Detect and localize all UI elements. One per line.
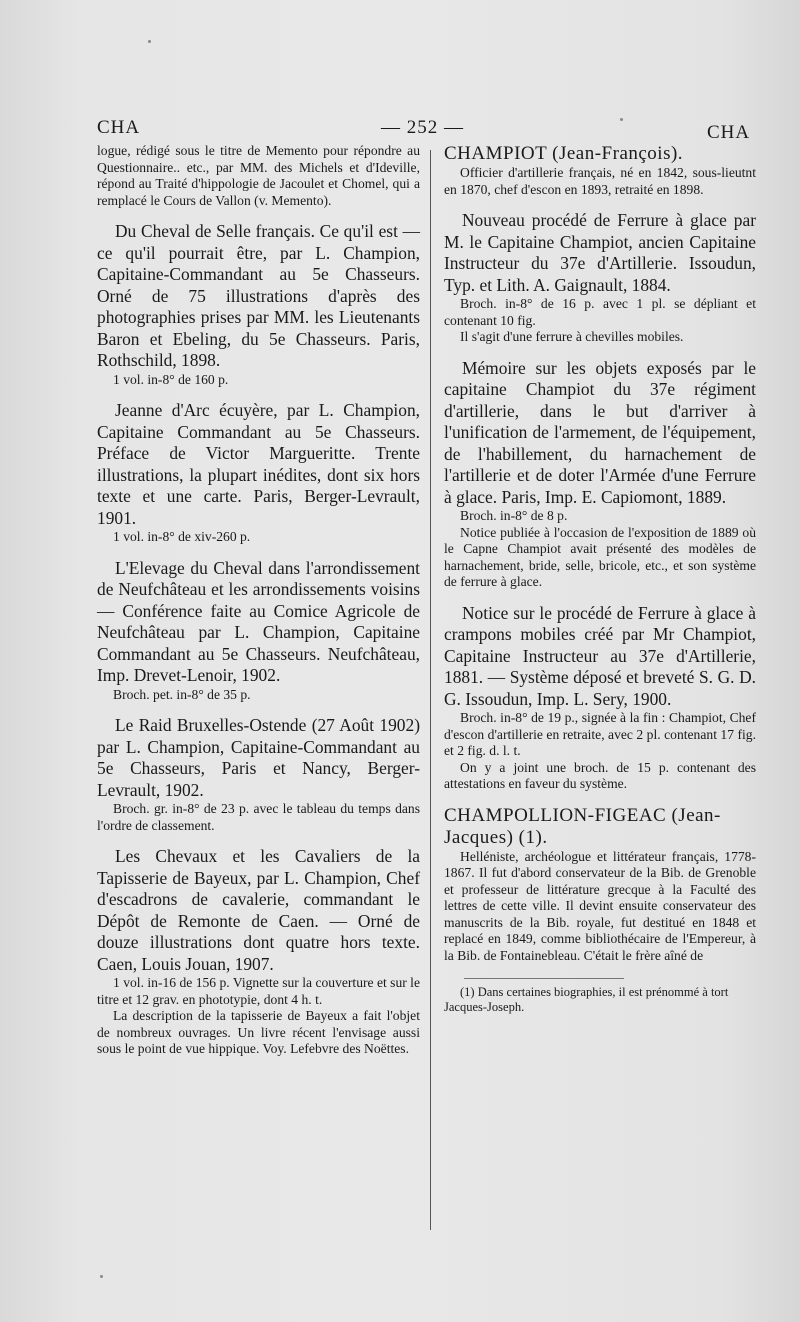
entry-format: Broch. in-8° de 8 p. (460, 508, 568, 523)
author-champiot (444, 143, 756, 198)
entry-format: Broch. in-8° de 19 p., signée à la fin : Champiot, Chef d'escon d'artillerie en retraite, avec 2 pl. contenant 17 fig. et 2 fig. d. l. t. (444, 710, 756, 758)
paper-speck (100, 1275, 103, 1278)
running-head-left: CHA (97, 117, 141, 138)
entry-title: L'Elevage du Cheval dans l'arrondissement de Neufchâteau et les arrondissements voisins — Conférence faite au Comice Agricole de Neufchâteau par L. Champion, Capitaine Commandant au 5e Chasseurs. Neufchâteau, Imp. Drevet-Lenoir, 1902. (97, 557, 420, 685)
entry-jeanne-darc (97, 400, 420, 546)
paper-speck (148, 40, 151, 43)
entry-title: Le Raid Bruxelles-Ostende (27 Août 1902) par L. Champion, Capitaine-Commandant au 5e Chasseurs, Paris et Nancy, Berger-Levrault, 1902. (97, 715, 420, 800)
entry-note: Notice publiée à l'occasion de l'exposition de 1889 où le Capne Champiot avait présenté des modèles de harnachement, bride, selle, bricole, etc., et son système de ferrure à glace. (444, 524, 756, 589)
entry-title: Les Chevaux et les Cavaliers de la Tapisserie de Bayeux, par L. Champion, Chef d'escadrons de cavalerie, commandant le Dépôt de Remonte de Caen. — Orné de douze illustrations dont quatre hors texte. Caen, Louis Jouan, 1907. (97, 846, 420, 974)
running-head-right: CHA (707, 122, 751, 143)
footnote: (1) Dans certaines biographies, il est prénommé à tort Jacques-Joseph. (444, 985, 729, 1014)
entry-note: La description de la tapisserie de Bayeux a fait l'objet de nombreux ouvrages. Un livre récent l'envisage aussi sous le point de vue hippique. Voy. Lefebvre des Noëttes. (97, 1008, 420, 1056)
entry-elevage (97, 558, 420, 704)
entry-tapisserie-bayeux (97, 846, 420, 1058)
paper-speck (620, 118, 623, 121)
author-heading: CHAMPIOT (Jean-François). (444, 143, 684, 164)
column-rule (430, 150, 431, 1230)
page-number: — 252 — (381, 117, 464, 138)
entry-format: Broch. in-8° de 16 p. avec 1 pl. se dépliant et contenant 10 fig. (444, 296, 756, 328)
author-heading: CHAMPOLLION-FIGEAC (Jean-Jacques) (1). (444, 804, 721, 848)
entry-note: logue, rédigé sous le titre de Memento pour répondre au Questionnaire.. etc., par MM. des Michels et d'Ideville, répond au Traité d'hippologie de Jacoulet et Chomel, qui a remplacé le Cours de Vallon (v. Memento). (97, 143, 420, 208)
entry-format: 1 vol. in-8° de 160 p. (113, 371, 229, 387)
entry-title: Notice sur le procédé de Ferrure à glace à crampons mobiles créé par Mr Champiot, Capitaine Instructeur au 37e d'Artillerie, 1881. — Système déposé et breveté S. G. D. G. Issoudun, Imp. L. Sery, 1900. (444, 602, 756, 709)
entry-title: Nouveau procédé de Ferrure à glace par M. le Capitaine Champiot, ancien Capitaine Instructeur du 37e d'Artillerie. Issoudun, Typ. et Lith. A. Gaignault, 1884. (444, 210, 756, 295)
entry-title: Du Cheval de Selle français. Ce qu'il est — ce qu'il pourrait être, par L. Champion, Capitaine-Commandant au 5e Chasseurs. Orné de 75 illustrations d'après des photographies prises par MM. les Lieutenants Baron et Ebeling, du 5e Chasseurs. Paris, Rothschild, 1898. (97, 221, 420, 370)
entry-cheval-de-selle (97, 221, 420, 388)
entry-notice-1900 (444, 603, 756, 793)
left-column (97, 143, 420, 1070)
entry-title: Mémoire sur les objets exposés par le capitaine Champiot du 37e régiment d'artillerie, dans le but d'arriver à l'unification de l'armement, de l'équipement, de l'habillement, du harnachement de l'artillerie et de doter l'Armée d'une Ferrure à glace. Paris, Imp. E. Capiomont, 1889. (444, 357, 756, 507)
entry-format: Broch. gr. in-8° de 23 p. avec le tableau du temps dans l'ordre de classement. (97, 801, 420, 833)
entry-raid-bruxelles (97, 715, 420, 834)
author-bio: Helléniste, archéologue et littérateur français, 1778-1867. Il fut d'abord conservateur de la Bib. de Grenoble et professeur de littérature grecque à la Faculté des lettres de cette ville. Il devint ensuite conservateur des manuscrits de la Bib. royale, fut destitué en 1848 et replacé en 1849, comme bibliothécaire de l'Empereur, à la Bib. de Fontainebleau. C'était le frère aîné de (444, 848, 756, 963)
entry-note: On y a joint une broch. de 15 p. contenant des attestations en faveur du système. (444, 759, 756, 791)
entry-continuation (97, 143, 420, 209)
entry-memoire-1889 (444, 358, 756, 591)
entry-format: Broch. pet. in-8° de 35 p. (113, 686, 251, 702)
entry-ferrure-1884 (444, 210, 756, 346)
entry-title: Jeanne d'Arc écuyère, par L. Champion, Capitaine Commandant au 5e Chasseurs. Préface de Victor Margueritte. Trente illustrations, la plupart inédites, dont six hors texte et une carte. Paris, Berger-Levrault, 1901. (97, 400, 420, 528)
author-bio: Officier d'artillerie français, né en 1842, sous-lieutnt en 1870, chef d'escon en 1893, retraité en 1898. (444, 165, 756, 197)
author-champollion (444, 805, 756, 965)
entry-note: Il s'agit d'une ferrure à chevilles mobiles. (460, 329, 684, 344)
entry-format: 1 vol. in-16 de 156 p. Vignette sur la couverture et sur le titre et 12 grav. en phototypie, dont 4 h. t. (97, 975, 420, 1007)
entry-format: 1 vol. in-8° de xiv-260 p. (113, 529, 251, 544)
right-column (444, 143, 756, 1015)
footnote-rule (464, 978, 624, 979)
